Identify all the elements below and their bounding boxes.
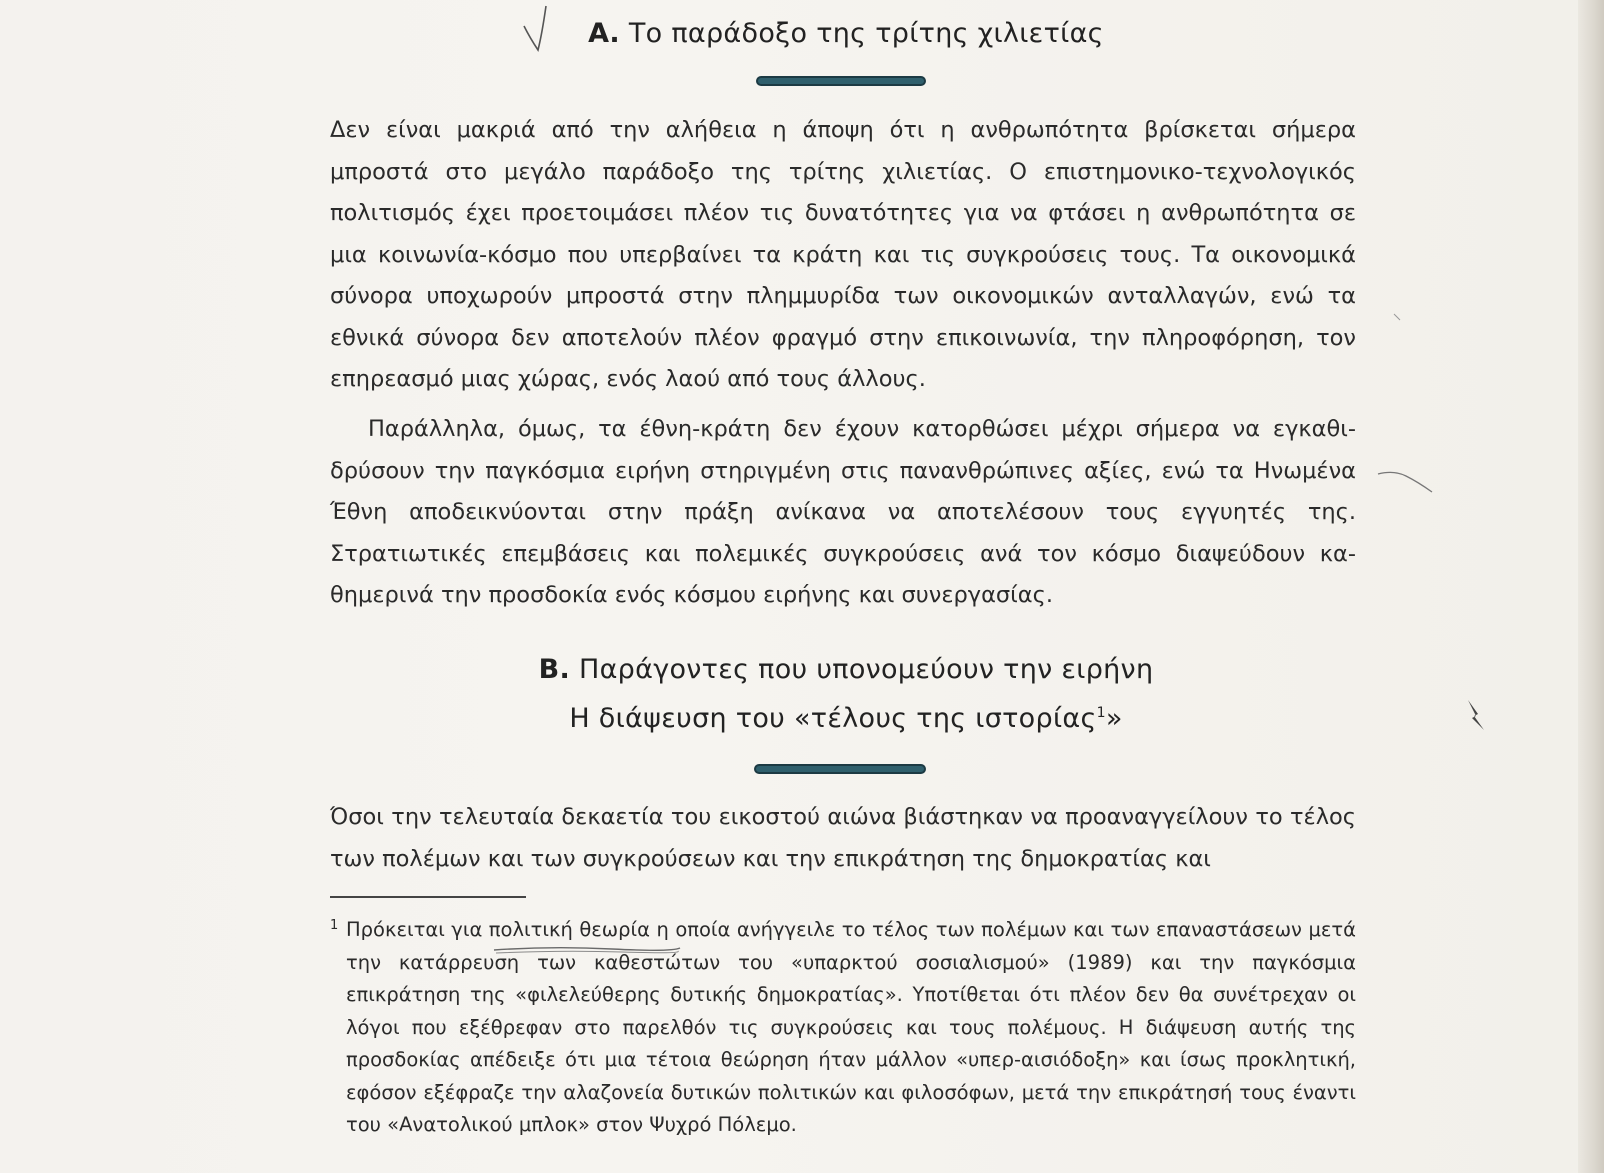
section-b-paragraph: Όσοι την τελευταία δεκαετία του εικοστού αιώνα βιάστηκαν να προαναγγείλουν το τέλος των πολέμων και των συγκρούσεων και την επικράτηση της δημοκρατίας και [330, 804, 1356, 872]
section-b-letter: Β. [538, 654, 571, 685]
section-a-title: Το παράδοξο της τρίτης χιλιετίας [628, 18, 1104, 49]
footnote-text: Πρόκειται για πολιτική θεωρία η οποία ανήγγειλε το τέλος των πολέμων και των επαναστάσεων μετά την κατάρρευση των καθεστώτων του «υπαρκτού σοσιαλισμού» (1989) και την παγκόσμια επικράτηση της «φιλελεύθερης δυτικής δημοκρατίας». Υποτίθεται ότι πλέον δεν θα συνέτρεχαν οι λόγοι που εξέθρεφαν στο παρελθόν τις συγκρούσεις και τους πολέμους. Η διάψευση αυτής της προσδοκίας απέδειξε ότι μια τέτοια θεώρηση ήταν μάλλον «υπερ-αισιόδοξη» και ίσως προκλητική, εφόσον εξέφραζε την αλαζονεία δυτικών πολιτικών και φιλοσόφων, μετά την επικράτησή τους έναντι του «Ανατολικού μπλοκ» στον Ψυχρό Πόλεμο. [346, 918, 1356, 1136]
section-b-heading [0, 654, 1604, 685]
pencil-underline-mark [492, 944, 682, 958]
footnote-mark: 1 [330, 918, 339, 933]
margin-scribble-mark [1376, 466, 1436, 496]
margin-dot [1392, 312, 1404, 324]
section-b-underline-bar [754, 764, 926, 774]
section-a-underline-bar [756, 76, 926, 86]
section-b-subtitle [0, 703, 1604, 734]
section-b-title: Παράγοντες που υπονομεύουν την ειρήνη [578, 654, 1154, 685]
footnote-reference[interactable]: 1 [1096, 705, 1106, 721]
footnote [330, 914, 1356, 1142]
section-b-subtitle-text: Η διάψευση του «τέλους της ιστορίας [569, 703, 1097, 734]
section-a-paragraph-2: Παράλληλα, όμως, τα έθνη-κράτη δεν έχουν κατορθώσει μέχρι σήμερα να εγκαθιδρύσουν την παγκόσμια ειρήνη στηριγμένη στις πανανθρώπινες αξίες, ενώ τα Ηνωμένα Έθνη αποδεικνύονται στην πράξη ανίκανα να αποτελέσουν τους εγγυητές της. Στρατιωτικές επεμβάσεις και πολεμικές συγκρούσεις ανά τον κόσμο διαψεύδουν καθημερινά την προσδοκία ενός κόσμου ειρήνης και συνεργασίας. [330, 416, 1356, 608]
margin-ink-blot [1462, 696, 1492, 736]
footnote-separator [330, 896, 526, 898]
page-edge-shadow [1578, 0, 1604, 1173]
section-a-paragraph-1: Δεν είναι μακριά από την αλήθεια η άποψη ότι η ανθρωπότητα βρίσκεται σήμερα μπροστά στο μεγάλο παράδοξο της τρίτης χιλιετίας. Ο επιστημονικο-τεχνολογικός πολιτισμός έχει προετοιμάσει πλέον τις δυνατότητες για να φτάσει η ανθρωπότητα σε μια κοινωνία-κόσμο που υπερβαίνει τα κράτη και τις συγκρούσεις τους. Τα οικονομικά σύνορα υποχωρούν μπροστά στην πλημμυρίδα των οικονομικών ανταλλαγών, ενώ τα εθνικά σύνορα δεν αποτελούν πλέον φραγμό στην επικοινωνία, την πληροφόρηση, τον επηρεασμό μιας χώρας, ενός λαού από τους άλλους. [330, 117, 1356, 392]
section-b-subtitle-close-quote: » [1105, 703, 1123, 734]
section-a-heading [0, 18, 1604, 49]
section-a-letter: Α. [588, 18, 620, 49]
